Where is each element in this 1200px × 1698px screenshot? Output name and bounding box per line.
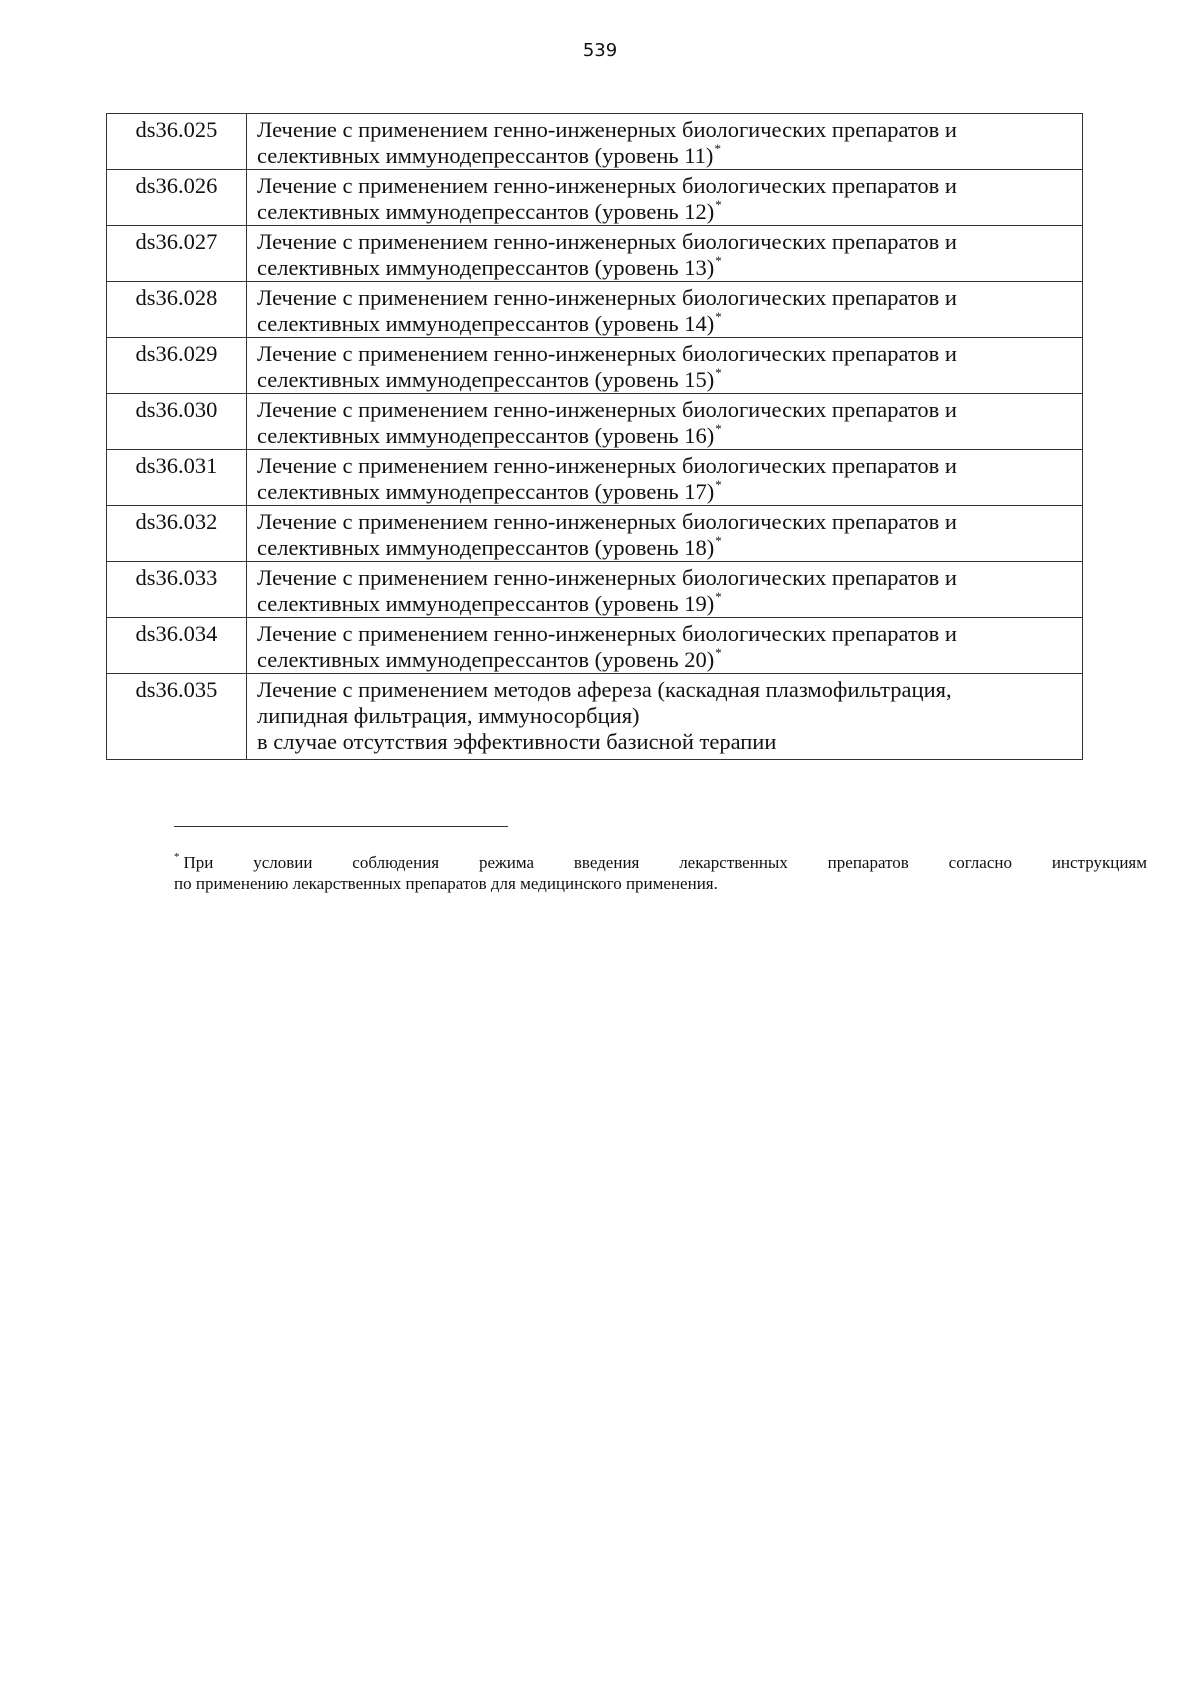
footnote-marker: *: [715, 421, 722, 436]
description-line: селективных иммунодепрессантов (уровень 11): [257, 143, 714, 168]
footnote-marker: *: [715, 477, 722, 492]
row-code: ds36.031: [107, 450, 247, 506]
description-line: Лечение с применением генно-инженерных биологических препаратов и: [257, 341, 957, 366]
row-code: ds36.028: [107, 282, 247, 338]
description-line: Лечение с применением генно-инженерных биологических препаратов и: [257, 565, 957, 590]
row-code: ds36.026: [107, 170, 247, 226]
table-row: [107, 674, 1083, 760]
description-line: Лечение с применением генно-инженерных биологических препаратов и: [257, 117, 957, 142]
table-row: [107, 226, 1083, 282]
description-line: селективных иммунодепрессантов (уровень 14): [257, 311, 715, 336]
service-codes-table: [106, 113, 1083, 760]
table-row: [107, 338, 1083, 394]
description-line: Лечение с применением генно-инженерных биологических препаратов и: [257, 509, 957, 534]
footnote-text-line: При условии соблюдения режима введения лекарственных препаратов согласно инструкциям: [183, 853, 1147, 872]
row-description: [247, 618, 1083, 674]
table-row: [107, 618, 1083, 674]
table-row: [107, 450, 1083, 506]
footnote-marker: *: [174, 851, 180, 863]
row-description: [247, 450, 1083, 506]
row-code: ds36.027: [107, 226, 247, 282]
description-line: селективных иммунодепрессантов (уровень 12): [257, 199, 715, 224]
page-number: 539: [582, 40, 618, 61]
row-code: ds36.033: [107, 562, 247, 618]
description-line: Лечение с применением генно-инженерных биологических препаратов и: [257, 173, 957, 198]
row-description: [247, 114, 1083, 170]
row-description: [247, 674, 1083, 760]
row-description: [247, 282, 1083, 338]
row-description: [247, 226, 1083, 282]
description-line: липидная фильтрация, иммуносорбция): [257, 703, 640, 728]
footnote-marker: *: [715, 589, 722, 604]
footnote-separator: [174, 826, 508, 827]
footnote-marker: *: [715, 253, 722, 268]
footnote-text-line: по применению лекарственных препаратов для медицинского применения.: [174, 874, 718, 893]
description-line: Лечение с применением генно-инженерных биологических препаратов и: [257, 453, 957, 478]
row-code: ds36.032: [107, 506, 247, 562]
description-line: селективных иммунодепрессантов (уровень 16): [257, 423, 715, 448]
row-code: ds36.030: [107, 394, 247, 450]
footnote-marker: *: [714, 141, 721, 156]
footnote: [174, 852, 1147, 894]
footnote-marker: *: [715, 533, 722, 548]
description-line: Лечение с применением генно-инженерных биологических препаратов и: [257, 285, 957, 310]
row-code: ds36.035: [107, 674, 247, 760]
footnote-marker: *: [715, 309, 722, 324]
description-line: селективных иммунодепрессантов (уровень 18): [257, 535, 715, 560]
table-row: [107, 562, 1083, 618]
row-code: ds36.034: [107, 618, 247, 674]
description-line: Лечение с применением генно-инженерных биологических препаратов и: [257, 229, 957, 254]
description-line: Лечение с применением генно-инженерных биологических препаратов и: [257, 397, 957, 422]
row-description: [247, 338, 1083, 394]
description-line: Лечение с применением генно-инженерных биологических препаратов и: [257, 621, 957, 646]
description-line: селективных иммунодепрессантов (уровень 20): [257, 647, 715, 672]
description-line: селективных иммунодепрессантов (уровень 19): [257, 591, 715, 616]
footnote-marker: *: [715, 197, 722, 212]
row-code: ds36.025: [107, 114, 247, 170]
footnote-marker: *: [715, 365, 722, 380]
description-line: селективных иммунодепрессантов (уровень 15): [257, 367, 715, 392]
row-description: [247, 562, 1083, 618]
description-line: селективных иммунодепрессантов (уровень 17): [257, 479, 715, 504]
description-line: Лечение с применением методов афереза (каскадная плазмофильтрация,: [257, 677, 952, 702]
description-line: в случае отсутствия эффективности базисной терапии: [257, 729, 777, 754]
row-code: ds36.029: [107, 338, 247, 394]
description-line: селективных иммунодепрессантов (уровень 13): [257, 255, 715, 280]
table-row: [107, 114, 1083, 170]
table-row: [107, 282, 1083, 338]
row-description: [247, 506, 1083, 562]
table-row: [107, 170, 1083, 226]
table-row: [107, 506, 1083, 562]
table-row: [107, 394, 1083, 450]
row-description: [247, 170, 1083, 226]
row-description: [247, 394, 1083, 450]
footnote-marker: *: [715, 645, 722, 660]
